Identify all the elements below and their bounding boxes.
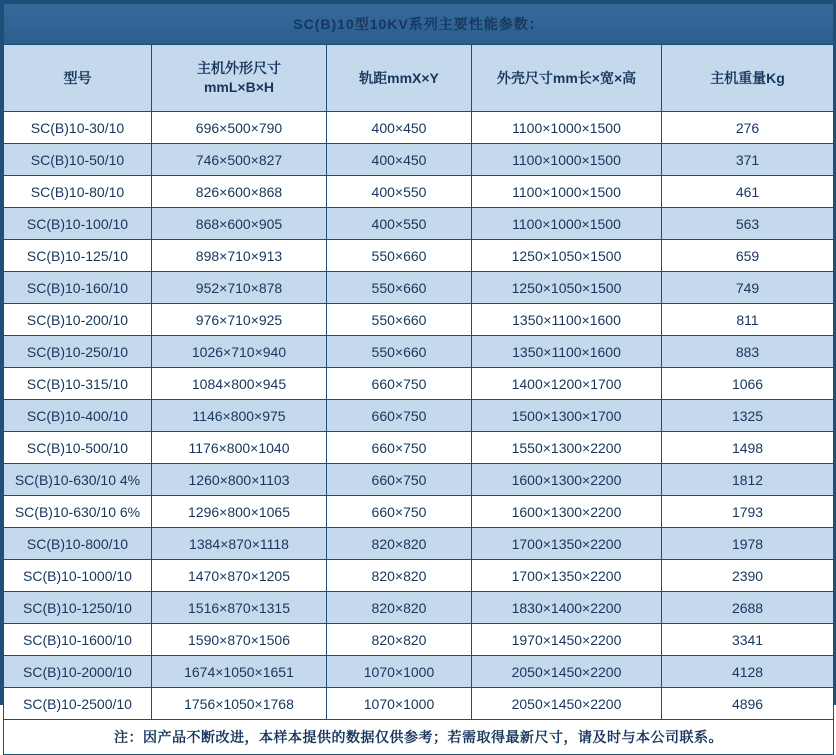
- cell-body-dimensions: 1084×800×945: [152, 368, 327, 400]
- cell-weight: 811: [662, 304, 834, 336]
- cell-body-dimensions: 952×710×878: [152, 272, 327, 304]
- cell-track-gauge: 550×660: [327, 240, 472, 272]
- cell-weight: 883: [662, 336, 834, 368]
- cell-weight: 2390: [662, 560, 834, 592]
- cell-track-gauge: 550×660: [327, 304, 472, 336]
- cell-track-gauge: 1070×1000: [327, 688, 472, 720]
- table-row: [4, 240, 834, 272]
- cell-track-gauge: 660×750: [327, 432, 472, 464]
- table-row: [4, 464, 834, 496]
- table-row: [4, 336, 834, 368]
- cell-body-dimensions: 1756×1050×1768: [152, 688, 327, 720]
- cell-weight: 1325: [662, 400, 834, 432]
- cell-track-gauge: 660×750: [327, 400, 472, 432]
- column-header-model: [4, 45, 152, 112]
- cell-body-dimensions: 1470×870×1205: [152, 560, 327, 592]
- cell-enclosure-dimensions: 1830×1400×2200: [472, 592, 662, 624]
- cell-track-gauge: 820×820: [327, 528, 472, 560]
- table-row: [4, 304, 834, 336]
- table-row: [4, 432, 834, 464]
- cell-enclosure-dimensions: 1250×1050×1500: [472, 272, 662, 304]
- cell-enclosure-dimensions: 1100×1000×1500: [472, 112, 662, 144]
- table-body: [4, 112, 834, 755]
- cell-track-gauge: 660×750: [327, 368, 472, 400]
- cell-body-dimensions: 1674×1050×1651: [152, 656, 327, 688]
- cell-model: SC(B)10-250/10: [4, 336, 152, 368]
- table-row: [4, 112, 834, 144]
- table-row: [4, 496, 834, 528]
- cell-model: SC(B)10-1000/10: [4, 560, 152, 592]
- cell-enclosure-dimensions: 1550×1300×2200: [472, 432, 662, 464]
- cell-track-gauge: 400×450: [327, 112, 472, 144]
- cell-enclosure-dimensions: 1970×1450×2200: [472, 624, 662, 656]
- table-row: [4, 272, 834, 304]
- table-row: [4, 624, 834, 656]
- cell-enclosure-dimensions: 1350×1100×1600: [472, 304, 662, 336]
- cell-weight: 1066: [662, 368, 834, 400]
- cell-enclosure-dimensions: 1600×1300×2200: [472, 496, 662, 528]
- cell-model: SC(B)10-1250/10: [4, 592, 152, 624]
- cell-model: SC(B)10-200/10: [4, 304, 152, 336]
- cell-enclosure-dimensions: 1250×1050×1500: [472, 240, 662, 272]
- cell-enclosure-dimensions: 1100×1000×1500: [472, 208, 662, 240]
- spec-table: [3, 3, 834, 755]
- column-header-enclosure-dimensions: [472, 45, 662, 112]
- table-row: [4, 176, 834, 208]
- cell-enclosure-dimensions: 1400×1200×1700: [472, 368, 662, 400]
- cell-weight: 371: [662, 144, 834, 176]
- table-row: [4, 656, 834, 688]
- table-row: [4, 368, 834, 400]
- cell-weight: 1793: [662, 496, 834, 528]
- cell-body-dimensions: 1516×870×1315: [152, 592, 327, 624]
- cell-track-gauge: 400×550: [327, 208, 472, 240]
- cell-track-gauge: 820×820: [327, 624, 472, 656]
- cell-weight: 563: [662, 208, 834, 240]
- cell-track-gauge: 1070×1000: [327, 656, 472, 688]
- cell-body-dimensions: 976×710×925: [152, 304, 327, 336]
- cell-model: SC(B)10-630/10 6%: [4, 496, 152, 528]
- table-header-row: [4, 45, 834, 112]
- cell-model: SC(B)10-2000/10: [4, 656, 152, 688]
- table-row: [4, 208, 834, 240]
- cell-body-dimensions: 898×710×913: [152, 240, 327, 272]
- cell-weight: 3341: [662, 624, 834, 656]
- cell-model: SC(B)10-1600/10: [4, 624, 152, 656]
- table-row: [4, 592, 834, 624]
- cell-weight: 276: [662, 112, 834, 144]
- cell-weight: 659: [662, 240, 834, 272]
- cell-weight: 1498: [662, 432, 834, 464]
- cell-weight: 4128: [662, 656, 834, 688]
- cell-weight: 749: [662, 272, 834, 304]
- column-header-track-gauge: [327, 45, 472, 112]
- cell-body-dimensions: 868×600×905: [152, 208, 327, 240]
- cell-enclosure-dimensions: 2050×1450×2200: [472, 688, 662, 720]
- cell-enclosure-dimensions: 1600×1300×2200: [472, 464, 662, 496]
- cell-body-dimensions: 826×600×868: [152, 176, 327, 208]
- cell-track-gauge: 660×750: [327, 464, 472, 496]
- table-row: [4, 144, 834, 176]
- cell-model: SC(B)10-630/10 4%: [4, 464, 152, 496]
- table-note-row: [4, 720, 834, 755]
- cell-model: SC(B)10-160/10: [4, 272, 152, 304]
- cell-enclosure-dimensions: 1100×1000×1500: [472, 144, 662, 176]
- cell-track-gauge: 550×660: [327, 272, 472, 304]
- page-title: SC(B)10型10KV系列主要性能参数：: [4, 4, 834, 45]
- column-header-body-dimensions: [152, 45, 327, 112]
- cell-body-dimensions: 696×500×790: [152, 112, 327, 144]
- table-head: [4, 4, 834, 112]
- cell-model: SC(B)10-2500/10: [4, 688, 152, 720]
- table-row: [4, 400, 834, 432]
- cell-enclosure-dimensions: 1350×1100×1600: [472, 336, 662, 368]
- footnote: 注：因产品不断改进，本样本提供的数据仅供参考；若需取得最新尺寸，请及时与本公司联系。: [4, 720, 834, 755]
- cell-model: SC(B)10-800/10: [4, 528, 152, 560]
- cell-enclosure-dimensions: 1100×1000×1500: [472, 176, 662, 208]
- table-title-row: [4, 4, 834, 45]
- table-row: [4, 688, 834, 720]
- cell-body-dimensions: 1146×800×975: [152, 400, 327, 432]
- cell-enclosure-dimensions: 1700×1350×2200: [472, 528, 662, 560]
- cell-model: SC(B)10-50/10: [4, 144, 152, 176]
- column-header-weight: [662, 45, 834, 112]
- column-header-model-line1: 型号: [63, 69, 92, 86]
- cell-track-gauge: 400×550: [327, 176, 472, 208]
- cell-body-dimensions: 1176×800×1040: [152, 432, 327, 464]
- cell-model: SC(B)10-100/10: [4, 208, 152, 240]
- cell-body-dimensions: 1260×800×1103: [152, 464, 327, 496]
- cell-model: SC(B)10-30/10: [4, 112, 152, 144]
- cell-enclosure-dimensions: 1700×1350×2200: [472, 560, 662, 592]
- column-header-body-dimensions-line1: 主机外形尺寸: [197, 60, 281, 77]
- column-header-weight-line1: 主机重量Kg: [710, 69, 785, 86]
- cell-body-dimensions: 1296×800×1065: [152, 496, 327, 528]
- cell-track-gauge: 400×450: [327, 144, 472, 176]
- cell-model: SC(B)10-315/10: [4, 368, 152, 400]
- cell-weight: 2688: [662, 592, 834, 624]
- cell-model: SC(B)10-125/10: [4, 240, 152, 272]
- cell-body-dimensions: 746×500×827: [152, 144, 327, 176]
- cell-track-gauge: 550×660: [327, 336, 472, 368]
- cell-track-gauge: 660×750: [327, 496, 472, 528]
- cell-body-dimensions: 1590×870×1506: [152, 624, 327, 656]
- table-row: [4, 560, 834, 592]
- cell-body-dimensions: 1384×870×1118: [152, 528, 327, 560]
- cell-model: SC(B)10-500/10: [4, 432, 152, 464]
- column-header-body-dimensions-line2: mmL×B×H: [203, 79, 275, 95]
- cell-enclosure-dimensions: 1500×1300×1700: [472, 400, 662, 432]
- cell-weight: 1812: [662, 464, 834, 496]
- column-header-enclosure-dimensions-line1: 外壳尺寸mm长×宽×高: [496, 69, 637, 86]
- cell-weight: 1978: [662, 528, 834, 560]
- cell-body-dimensions: 1026×710×940: [152, 336, 327, 368]
- cell-enclosure-dimensions: 2050×1450×2200: [472, 656, 662, 688]
- column-header-track-gauge-line1: 轨距mmX×Y: [359, 69, 439, 86]
- cell-weight: 4896: [662, 688, 834, 720]
- table-row: [4, 528, 834, 560]
- cell-model: SC(B)10-400/10: [4, 400, 152, 432]
- cell-model: SC(B)10-80/10: [4, 176, 152, 208]
- cell-weight: 461: [662, 176, 834, 208]
- cell-track-gauge: 820×820: [327, 592, 472, 624]
- cell-track-gauge: 820×820: [327, 560, 472, 592]
